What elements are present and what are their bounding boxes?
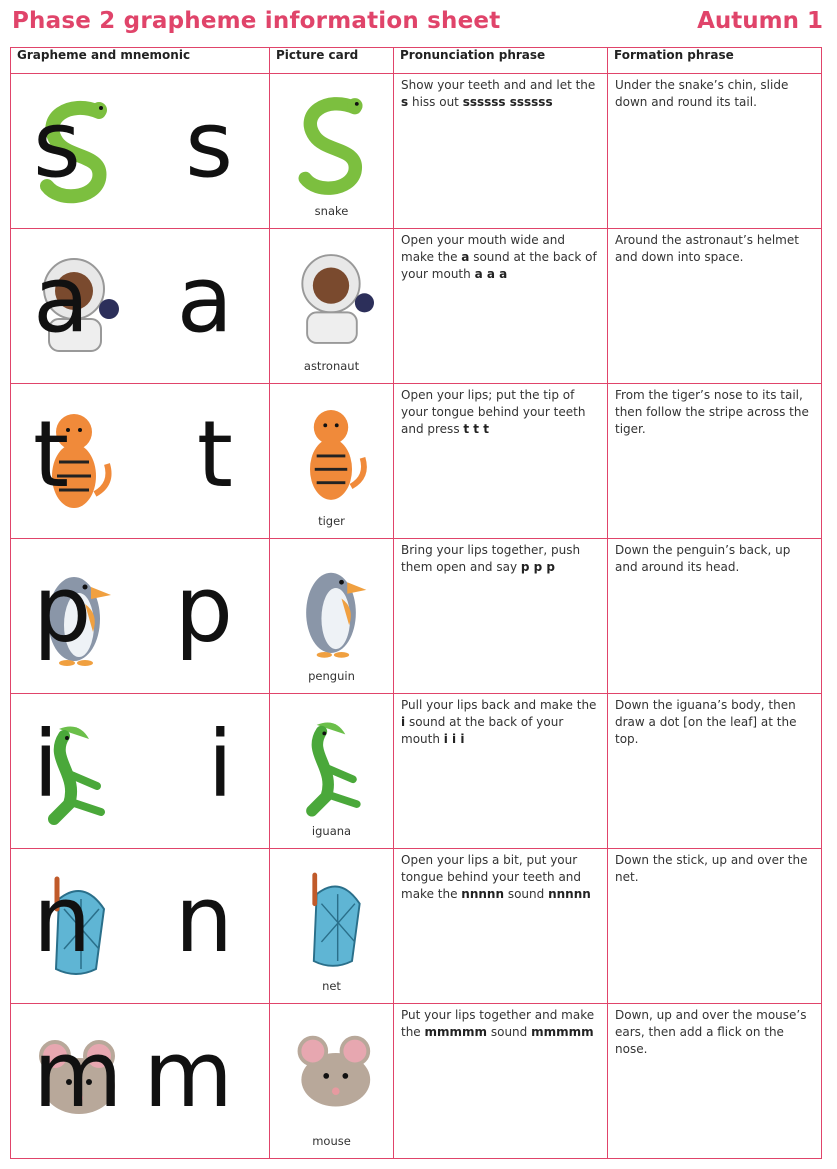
- column-header: Grapheme and mnemonic: [11, 48, 270, 74]
- column-header: Picture card: [270, 48, 394, 74]
- table-row: [11, 74, 822, 229]
- table-row: [11, 539, 822, 694]
- net-icon: [288, 863, 374, 975]
- phrase-emphasis: i i i: [443, 732, 465, 746]
- phrase-emphasis: t t t: [463, 422, 489, 436]
- picture-card-label: mouse: [312, 1134, 351, 1148]
- astronaut-icon: [288, 243, 374, 355]
- picture-card-cell: [270, 694, 394, 849]
- grapheme-mnemonic-letter: t: [33, 401, 70, 508]
- table-row: [11, 384, 822, 539]
- picture-card-label: astronaut: [303, 359, 360, 373]
- grapheme-table: [10, 47, 822, 1159]
- picture-card-label: iguana: [311, 824, 352, 838]
- table-header-row: [11, 48, 822, 74]
- picture-card-label: net: [322, 979, 341, 993]
- column-header: Formation phrase: [608, 48, 822, 74]
- mouse-icon: [288, 1018, 374, 1130]
- phrase-emphasis: s: [401, 95, 409, 109]
- grapheme-letter: s: [185, 91, 233, 198]
- phrase-text: Open your lips a bit, put your tongue behind your teeth and make the: [401, 853, 582, 901]
- phrase-text: sound: [487, 1025, 532, 1039]
- page-header: [12, 6, 823, 44]
- grapheme-cell: [11, 849, 270, 1004]
- picture-card-cell: [270, 74, 394, 229]
- table-row: [11, 229, 822, 384]
- grapheme-letter: i: [207, 711, 233, 818]
- phrase-text: sound at the back of your mouth: [401, 715, 564, 746]
- formation-phrase: Under the snake’s chin, slide down and round its tail.: [608, 74, 822, 229]
- grapheme-letter: m: [143, 1021, 233, 1128]
- phrase-emphasis: nnnnn: [548, 887, 591, 901]
- formation-phrase: Down the iguana’s body, then draw a dot [on the leaf] at the top.: [608, 694, 822, 849]
- phrase-text: Open your mouth wide and make the: [401, 233, 565, 264]
- grapheme-letter: p: [174, 556, 233, 663]
- phrase-text: sound: [504, 887, 549, 901]
- grapheme-cell: [11, 74, 270, 229]
- phrase-emphasis: nnnnn: [461, 887, 504, 901]
- grapheme-mnemonic-letter: a: [33, 246, 90, 353]
- phrase-text: Open your lips; put the tip of your tongue behind your teeth and press: [401, 388, 586, 436]
- grapheme-mnemonic-letter: s: [33, 91, 81, 198]
- grapheme-letter: t: [196, 401, 233, 508]
- picture-card-label: snake: [314, 204, 349, 218]
- table-row: [11, 694, 822, 849]
- grapheme-mnemonic-letter: n: [33, 866, 92, 973]
- phrase-text: Pull your lips back and make the: [401, 698, 597, 712]
- grapheme-mnemonic-letter: i: [33, 711, 59, 818]
- grapheme-cell: [11, 1004, 270, 1159]
- formation-phrase: Down the penguin’s back, up and around its head.: [608, 539, 822, 694]
- page-title: Phase 2 grapheme information sheet: [12, 8, 501, 34]
- formation-phrase: Around the astronaut’s helmet and down into space.: [608, 229, 822, 384]
- penguin-icon: [288, 553, 374, 665]
- column-header: Pronunciation phrase: [394, 48, 608, 74]
- formation-phrase: Down the stick, up and over the net.: [608, 849, 822, 1004]
- pronunciation-phrase: [394, 384, 608, 539]
- picture-card-cell: [270, 539, 394, 694]
- grapheme-mnemonic-letter: m: [33, 1021, 123, 1128]
- snake-icon: [288, 88, 374, 200]
- table-row: [11, 1004, 822, 1159]
- grapheme-cell: [11, 539, 270, 694]
- table-row: [11, 849, 822, 1004]
- picture-card-cell: [270, 229, 394, 384]
- grapheme-mnemonic-letter: p: [33, 556, 92, 663]
- phrase-text: hiss out: [408, 95, 463, 109]
- phrase-text: Bring your lips together, push them open and say: [401, 543, 581, 574]
- phrase-text: Put your lips together and make the: [401, 1008, 595, 1039]
- grapheme-letter: n: [174, 866, 233, 973]
- grapheme-letter: a: [176, 246, 233, 353]
- pronunciation-phrase: [394, 74, 608, 229]
- phrase-emphasis: a: [461, 250, 470, 264]
- phrase-text: sound at the back of your mouth: [401, 250, 597, 281]
- phrase-emphasis: mmmmm: [424, 1025, 488, 1039]
- pronunciation-phrase: [394, 849, 608, 1004]
- picture-card-cell: [270, 849, 394, 1004]
- phrase-emphasis: a a a: [474, 267, 508, 281]
- formation-phrase: From the tiger’s nose to its tail, then follow the stripe across the tiger.: [608, 384, 822, 539]
- term-label: Autumn 1: [697, 8, 823, 34]
- picture-card-label: penguin: [308, 669, 355, 683]
- grapheme-cell: [11, 384, 270, 539]
- grapheme-cell: [11, 229, 270, 384]
- phrase-emphasis: p p p: [520, 560, 555, 574]
- grapheme-cell: [11, 694, 270, 849]
- pronunciation-phrase: [394, 694, 608, 849]
- formation-phrase: Down, up and over the mouse’s ears, then add a flick on the nose.: [608, 1004, 822, 1159]
- picture-card-cell: [270, 1004, 394, 1159]
- phrase-text: Show your teeth and and let the: [401, 78, 596, 92]
- phrase-emphasis: ssssss ssssss: [462, 95, 553, 109]
- picture-card-label: tiger: [318, 514, 345, 528]
- phrase-emphasis: i: [401, 715, 406, 729]
- phrase-emphasis: mmmmm: [531, 1025, 594, 1039]
- tiger-icon: [288, 398, 374, 510]
- pronunciation-phrase: [394, 229, 608, 384]
- pronunciation-phrase: [394, 539, 608, 694]
- iguana-icon: [288, 708, 374, 820]
- pronunciation-phrase: [394, 1004, 608, 1159]
- picture-card-cell: [270, 384, 394, 539]
